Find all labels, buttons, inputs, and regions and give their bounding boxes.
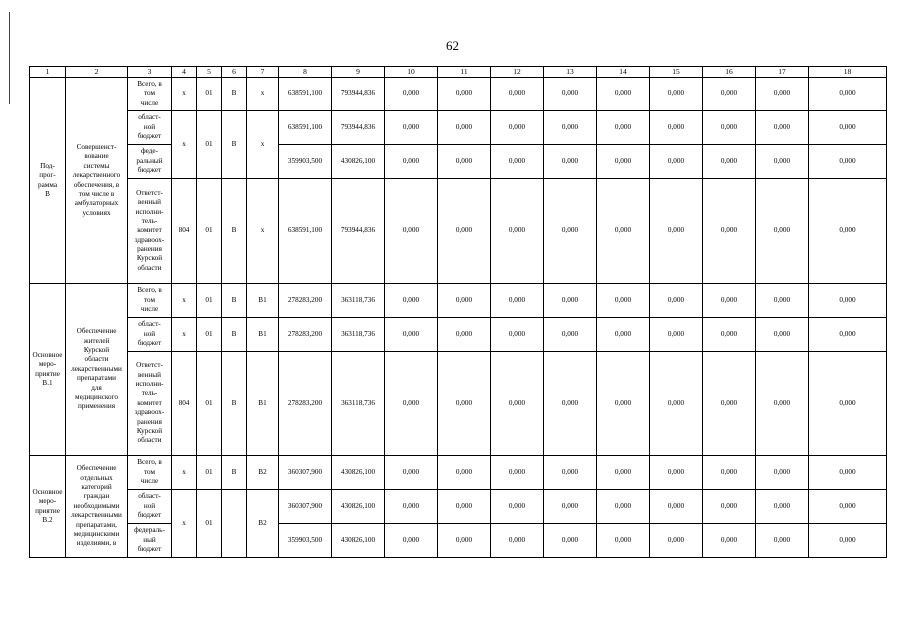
amount-cell: 0,000: [491, 145, 544, 179]
amount-cell: 0,000: [491, 524, 544, 558]
amount-cell: 793944,836: [332, 179, 385, 284]
code-cell: 01: [197, 490, 222, 558]
code-cell: 01: [197, 111, 222, 179]
grbs-code-cell: х: [172, 111, 197, 179]
amount-cell: 0,000: [491, 78, 544, 111]
amount-cell: 0,000: [544, 456, 597, 490]
amount-cell: 430826,100: [332, 145, 385, 179]
amount-cell: 0,000: [703, 284, 756, 318]
amount-cell: 0,000: [438, 179, 491, 284]
amount-cell: 0,000: [809, 318, 887, 352]
amount-cell: 0,000: [491, 318, 544, 352]
grbs-code-cell: х: [172, 78, 197, 111]
amount-cell: 0,000: [703, 179, 756, 284]
amount-cell: 0,000: [544, 179, 597, 284]
funding-source-cell: област- ной бюджет: [128, 490, 172, 524]
amount-cell: 0,000: [544, 284, 597, 318]
column-number: 9: [332, 67, 385, 78]
column-number: 13: [544, 67, 597, 78]
amount-cell: 0,000: [756, 352, 809, 456]
program-type-cell: Основное меро- приятие В.1: [30, 284, 66, 456]
funding-source-cell: област- ной бюджет: [128, 318, 172, 352]
column-number: 7: [247, 67, 279, 78]
amount-cell: 0,000: [597, 352, 650, 456]
amount-cell: 0,000: [809, 352, 887, 456]
table-row: [30, 456, 887, 490]
amount-cell: 0,000: [385, 111, 438, 145]
amount-cell: 363118,736: [332, 284, 385, 318]
amount-cell: 0,000: [809, 111, 887, 145]
amount-cell: 0,000: [597, 179, 650, 284]
amount-cell: 0,000: [438, 284, 491, 318]
amount-cell: 0,000: [544, 145, 597, 179]
column-number-row: [30, 67, 887, 78]
column-number: 2: [66, 67, 128, 78]
amount-cell: 0,000: [756, 456, 809, 490]
table-row: [30, 145, 887, 179]
code-cell: 01: [197, 78, 222, 111]
amount-cell: 0,000: [809, 284, 887, 318]
amount-cell: 0,000: [756, 318, 809, 352]
code-cell: В: [222, 78, 247, 111]
column-number: 14: [597, 67, 650, 78]
amount-cell: 638591,100: [279, 78, 332, 111]
table-row: [30, 111, 887, 145]
column-number: 5: [197, 67, 222, 78]
code-cell: 01: [197, 352, 222, 456]
amount-cell: 0,000: [597, 524, 650, 558]
program-type-cell: Основное меро- приятие В.2: [30, 456, 66, 558]
amount-cell: 0,000: [385, 456, 438, 490]
amount-cell: 0,000: [438, 456, 491, 490]
code-cell: В: [222, 456, 247, 490]
table-row: [30, 524, 887, 558]
code-cell: 01: [197, 284, 222, 318]
amount-cell: 0,000: [597, 78, 650, 111]
grbs-code-cell: х: [172, 284, 197, 318]
amount-cell: 0,000: [491, 179, 544, 284]
column-number: 4: [172, 67, 197, 78]
amount-cell: 0,000: [703, 145, 756, 179]
amount-cell: 0,000: [703, 352, 756, 456]
amount-cell: 638591,100: [279, 111, 332, 145]
table-row: [30, 78, 887, 111]
amount-cell: 0,000: [703, 524, 756, 558]
amount-cell: 360307,900: [279, 490, 332, 524]
program-title-cell: Обеспечение отдельных категорий граждан необходимыми лекарственными препаратами, медицинскими изделиями, в: [66, 456, 128, 558]
amount-cell: 0,000: [491, 284, 544, 318]
amount-cell: 0,000: [809, 78, 887, 111]
amount-cell: 430826,100: [332, 456, 385, 490]
amount-cell: 0,000: [650, 284, 703, 318]
column-number: 18: [809, 67, 887, 78]
amount-cell: 0,000: [544, 318, 597, 352]
amount-cell: 0,000: [385, 524, 438, 558]
grbs-code-cell: 804: [172, 179, 197, 284]
amount-cell: 0,000: [756, 490, 809, 524]
funding-source-cell: област- ной бюджет: [128, 111, 172, 145]
code-cell: В: [222, 284, 247, 318]
amount-cell: 793944,836: [332, 78, 385, 111]
code-cell: В: [222, 318, 247, 352]
amount-cell: 0,000: [491, 490, 544, 524]
amount-cell: 0,000: [385, 318, 438, 352]
amount-cell: 0,000: [650, 179, 703, 284]
amount-cell: 0,000: [756, 78, 809, 111]
funding-source-cell: Всего, в том числе: [128, 456, 172, 490]
amount-cell: 0,000: [438, 78, 491, 111]
code-cell: В: [222, 352, 247, 456]
amount-cell: 0,000: [438, 524, 491, 558]
code-cell: 01: [197, 456, 222, 490]
code-cell: х: [247, 179, 279, 284]
amount-cell: 363118,736: [332, 352, 385, 456]
amount-cell: 0,000: [544, 111, 597, 145]
amount-cell: 0,000: [703, 456, 756, 490]
grbs-code-cell: х: [172, 318, 197, 352]
page-number: 62: [446, 38, 459, 53]
funding-source-cell: Всего, в том числе: [128, 284, 172, 318]
amount-cell: 0,000: [809, 179, 887, 284]
code-cell: В1: [247, 318, 279, 352]
table-row: [30, 179, 887, 284]
program-title-cell: Обеспечение жителей Курской области лекарственными препаратами для медицинского применения: [66, 284, 128, 456]
amount-cell: 278283,200: [279, 284, 332, 318]
grbs-code-cell: х: [172, 456, 197, 490]
amount-cell: 0,000: [756, 111, 809, 145]
amount-cell: 0,000: [544, 78, 597, 111]
amount-cell: 0,000: [597, 284, 650, 318]
amount-cell: 0,000: [650, 456, 703, 490]
code-cell: В: [222, 179, 247, 284]
funding-source-cell: феде- ральный бюджет: [128, 145, 172, 179]
funding-source-cell: федераль- ный бюджет: [128, 524, 172, 558]
amount-cell: 0,000: [650, 78, 703, 111]
amount-cell: 0,000: [438, 111, 491, 145]
code-cell: х: [247, 111, 279, 179]
amount-cell: 0,000: [756, 284, 809, 318]
funding-source-cell: Всего, в том числе: [128, 78, 172, 111]
amount-cell: 0,000: [650, 111, 703, 145]
code-cell: [222, 490, 247, 558]
funding-source-cell: Ответст- венный исполни- тель- комитет здравоох- ранения Курской области: [128, 352, 172, 456]
amount-cell: 0,000: [809, 490, 887, 524]
table-row: [30, 284, 887, 318]
amount-cell: 430826,100: [332, 490, 385, 524]
amount-cell: 0,000: [385, 490, 438, 524]
program-title-cell: Совершенст- вование системы лекарственного обеспечения, в том числе в амбулаторных условиях: [66, 78, 128, 284]
amount-cell: 0,000: [544, 352, 597, 456]
amount-cell: 793944,836: [332, 111, 385, 145]
amount-cell: 0,000: [438, 318, 491, 352]
amount-cell: 0,000: [650, 524, 703, 558]
code-cell: х: [247, 78, 279, 111]
amount-cell: 430826,100: [332, 524, 385, 558]
amount-cell: 0,000: [703, 490, 756, 524]
amount-cell: 278283,200: [279, 318, 332, 352]
table-row: [30, 318, 887, 352]
amount-cell: 0,000: [650, 352, 703, 456]
grbs-code-cell: х: [172, 490, 197, 558]
amount-cell: 0,000: [809, 524, 887, 558]
margin-rule: [9, 12, 10, 104]
amount-cell: 0,000: [385, 179, 438, 284]
column-number: 6: [222, 67, 247, 78]
amount-cell: 359903,500: [279, 145, 332, 179]
table-row: [30, 352, 887, 456]
amount-cell: 0,000: [597, 490, 650, 524]
amount-cell: 363118,736: [332, 318, 385, 352]
column-number: 15: [650, 67, 703, 78]
amount-cell: 0,000: [438, 352, 491, 456]
amount-cell: 0,000: [385, 284, 438, 318]
amount-cell: 0,000: [650, 145, 703, 179]
amount-cell: 0,000: [809, 145, 887, 179]
column-number: 3: [128, 67, 172, 78]
amount-cell: 0,000: [809, 456, 887, 490]
amount-cell: 0,000: [491, 111, 544, 145]
amount-cell: 0,000: [597, 111, 650, 145]
amount-cell: 0,000: [544, 490, 597, 524]
amount-cell: 0,000: [385, 78, 438, 111]
amount-cell: 0,000: [438, 490, 491, 524]
amount-cell: 359903,500: [279, 524, 332, 558]
code-cell: В: [222, 111, 247, 179]
amount-cell: 0,000: [650, 490, 703, 524]
code-cell: В2: [247, 456, 279, 490]
table-body: [30, 67, 887, 558]
code-cell: 01: [197, 318, 222, 352]
amount-cell: 0,000: [385, 352, 438, 456]
amount-cell: 0,000: [650, 318, 703, 352]
column-number: 11: [438, 67, 491, 78]
code-cell: 01: [197, 179, 222, 284]
amount-cell: 0,000: [756, 179, 809, 284]
amount-cell: 278283,200: [279, 352, 332, 456]
amount-cell: 0,000: [756, 145, 809, 179]
table-row: [30, 490, 887, 524]
code-cell: В2: [247, 490, 279, 558]
column-number: 12: [491, 67, 544, 78]
amount-cell: 0,000: [438, 145, 491, 179]
amount-cell: 0,000: [703, 318, 756, 352]
funding-source-cell: Ответст- венный исполни- тель- комитет здравоох- ранения Курской области: [128, 179, 172, 284]
amount-cell: 0,000: [703, 111, 756, 145]
amount-cell: 0,000: [756, 524, 809, 558]
column-number: 10: [385, 67, 438, 78]
amount-cell: 0,000: [597, 318, 650, 352]
amount-cell: 638591,100: [279, 179, 332, 284]
amount-cell: 0,000: [385, 145, 438, 179]
amount-cell: 360307,900: [279, 456, 332, 490]
grbs-code-cell: 804: [172, 352, 197, 456]
program-type-cell: Под- прог- рамма В: [30, 78, 66, 284]
column-number: 1: [30, 67, 66, 78]
amount-cell: 0,000: [491, 352, 544, 456]
amount-cell: 0,000: [491, 456, 544, 490]
amount-cell: 0,000: [597, 456, 650, 490]
amount-cell: 0,000: [703, 78, 756, 111]
column-number: 8: [279, 67, 332, 78]
amount-cell: 0,000: [544, 524, 597, 558]
code-cell: В1: [247, 352, 279, 456]
code-cell: В1: [247, 284, 279, 318]
budget-table: [29, 66, 887, 558]
amount-cell: 0,000: [597, 145, 650, 179]
column-number: 16: [703, 67, 756, 78]
column-number: 17: [756, 67, 809, 78]
